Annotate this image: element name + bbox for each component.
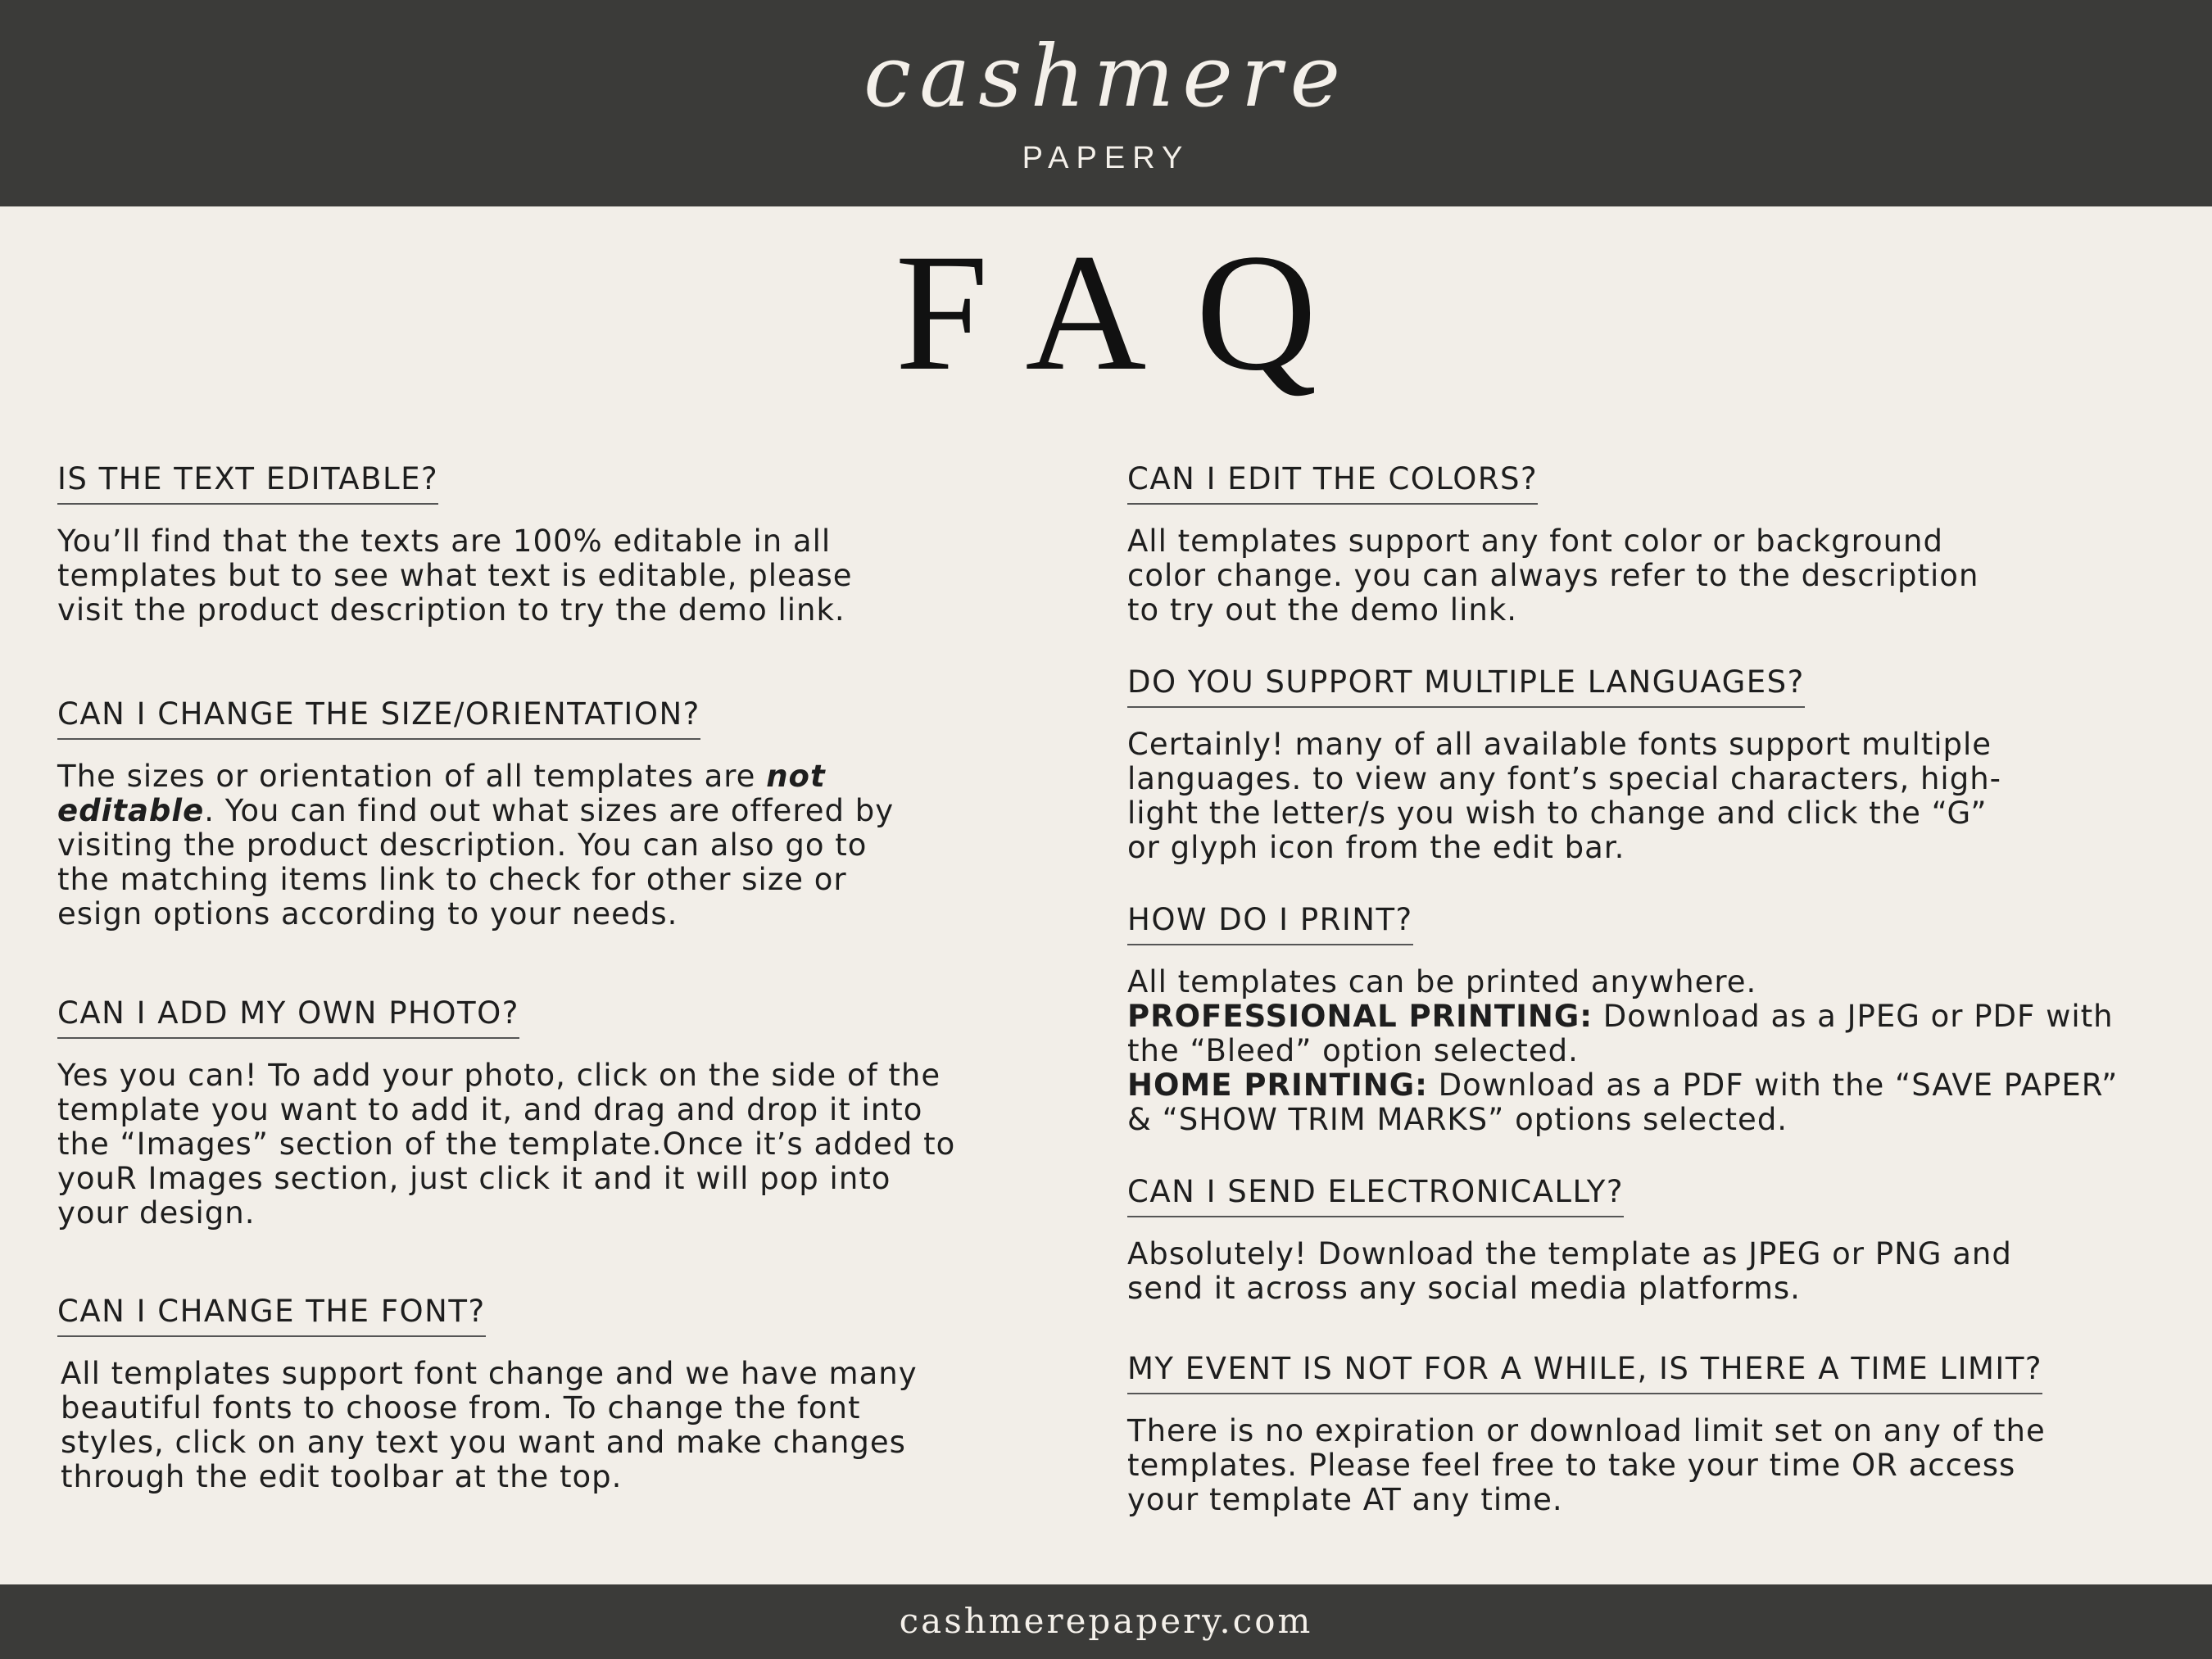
faq-question: CAN I SEND ELECTRONICALLY? [1127, 1173, 1624, 1217]
faq-item [57, 995, 1057, 1231]
faq-question: CAN I EDIT THE COLORS? [1127, 460, 1538, 505]
faq-item [57, 460, 1057, 628]
answer-emphasis: not [766, 759, 826, 794]
faq-item [1127, 460, 2127, 628]
faq-answer: Absolutely! Download the template as JPEG or PNG and send it across any social media platforms. [1127, 1236, 2012, 1306]
faq-item [57, 696, 1057, 931]
answer-text: Download as a PDF with the “SAVE PAPER” & “SHOW TRIM MARKS” options selected. [1127, 1067, 2119, 1137]
faq-answer [57, 759, 1057, 931]
faq-question: HOW DO I PRINT? [1127, 901, 1413, 945]
faq-answer: Yes you can! To add your photo, click on the side of the template you want to add it, and drag and drop it into the “Images” section of the template.Once it’s added to youR Images section, just click it and it will pop into your design. [57, 1058, 956, 1231]
faq-answer [1127, 965, 2127, 1137]
header-bar [0, 0, 2212, 206]
brand-subtitle: PAPERY [1022, 141, 1190, 175]
footer-bar [0, 1584, 2212, 1659]
brand-logo: cashmere [863, 26, 1349, 126]
faq-item [57, 1293, 1057, 1494]
faq-item [1127, 1173, 2127, 1306]
faq-question: IS THE TEXT EDITABLE? [57, 460, 438, 505]
answer-emphasis: editable [57, 793, 205, 828]
faq-question: MY EVENT IS NOT FOR A WHILE, IS THERE A TIME LIMIT? [1127, 1350, 2042, 1394]
answer-text: All templates can be printed anywhere. [1127, 964, 1757, 999]
faq-answer: You’ll find that the texts are 100% editable in all templates but to see what text is editable, please visit the product description to try the demo link. [57, 524, 853, 628]
answer-text: . You can find out what sizes are offered by visiting the product description. You can also go to the matching items link to check for other size or esign options according to your needs. [57, 793, 895, 931]
faq-question: CAN I CHANGE THE FONT? [57, 1293, 486, 1337]
footer-website: cashmerepapery.com [899, 1601, 1313, 1641]
faq-answer: All templates support font change and we have many beautiful fonts to choose from. To change the font styles, click on any text you want and make changes through the edit toolbar at the top. [61, 1356, 918, 1494]
faq-item [1127, 901, 2127, 1137]
faq-question: CAN I ADD MY OWN PHOTO? [57, 995, 519, 1039]
answer-text: Download as a JPEG or PDF with the “Bleed” option selected. [1127, 999, 2114, 1068]
faq-answer: All templates support any font color or background color change. you can always refer to the description to try out the demo link. [1127, 524, 1979, 628]
page-title: FAQ [895, 220, 1367, 406]
answer-label: HOME PRINTING: [1127, 1067, 1428, 1103]
faq-question: CAN I CHANGE THE SIZE/ORIENTATION? [57, 696, 700, 740]
faq-answer: There is no expiration or download limit set on any of the templates. Please feel free to take your time OR access your template AT any time. [1127, 1413, 2046, 1517]
answer-label: PROFESSIONAL PRINTING: [1127, 999, 1593, 1034]
faq-question: DO YOU SUPPORT MULTIPLE LANGUAGES? [1127, 664, 1805, 708]
faq-item [1127, 664, 2127, 865]
answer-text: The sizes or orientation of all templates are [57, 759, 767, 794]
faq-item [1127, 1350, 2127, 1517]
faq-answer: Certainly! many of all available fonts support multiple languages. to view any font’s special characters, high- light the letter/s you wish to change and click the “G” or glyph icon from the edit bar. [1127, 727, 2001, 865]
